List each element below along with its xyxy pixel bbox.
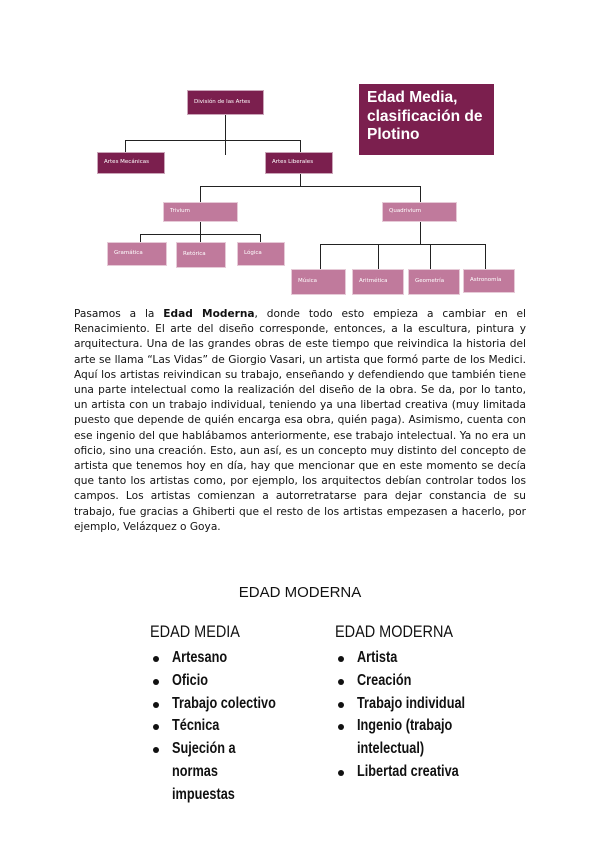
list-item-text: impuestas <box>172 785 235 803</box>
list-item-text: Ingenio (trabajo <box>357 717 453 735</box>
list-item <box>335 647 489 670</box>
paragraph-bold-term: Edad Moderna <box>163 308 255 320</box>
paragraph-rest: , donde todo esto empieza a cambiar en el Renacimiento. El arte del diseño corresponde, entonces, a la escultura, pintura y arquitectura. Una de las grandes obras de este tiempo que reivindica la historia del arte se llama “Las Vidas” de Giorgio Vasari, un artista que formó parte de los Medici. Aquí los artistas reivindican su trabajo, enseñando y defendiendo que también tiene una parte intelectual como la realización del diseño de la obra. Se da, por lo tanto, un artista con un trabajo individual, teniendo ya una libertad creativa (muy limitada puesto que depende de quién encarga esa obra, quién paga). Asimismo, cuenta con ese ingenio del que hablábamos anteriormente, ese trabajo intelectual. Ya no era un oficio, sino una creación. Esto, aun así, es un concepto muy distinto del concepto de artista que tenemos hoy en día, hay que mencionar que en este momento se decía que tanto los artistas como, por ejemplo, los arquitectos debían controlar todos los campos. Los artistas comienzan a autorretratarse para dejar constancia de su trabajo, fue gracias a Ghiberti que el resto de los artistas empezasen a hacerlo, por ejemplo, Velázquez o Goya. <box>74 308 526 533</box>
diagram-node-logica: Lógica <box>237 242 285 266</box>
list-item <box>150 738 299 761</box>
list-item <box>150 670 299 693</box>
body-paragraph <box>74 307 526 535</box>
connector <box>225 115 226 155</box>
list-item-text: normas <box>172 762 218 780</box>
connector <box>200 186 201 202</box>
bullet-icon <box>153 656 159 662</box>
diagram-node-astronomia: Astronomía <box>463 269 515 293</box>
comparison-right-column <box>335 622 489 784</box>
list-item-text: Sujeción a <box>172 740 236 758</box>
left-column-heading: EDAD MEDIA <box>150 622 240 641</box>
list-item-continuation <box>335 738 489 761</box>
diagram-node-gramatica: Gramática <box>107 242 167 266</box>
connector <box>420 222 421 244</box>
connector <box>200 234 201 242</box>
connector <box>140 234 141 242</box>
comparison-title: EDAD MODERNA <box>238 584 362 601</box>
list-item-text: Trabajo individual <box>357 694 466 712</box>
connector <box>430 244 431 269</box>
diagram-node-geometria: Geometría <box>408 269 460 295</box>
list-item-continuation <box>150 761 299 784</box>
connector <box>420 186 421 202</box>
connector <box>125 140 300 141</box>
bullet-icon <box>338 702 344 708</box>
comparison-left-column <box>150 622 299 807</box>
diagram-title: Edad Media, clasificación de Plotino <box>359 84 494 155</box>
list-item-text: Creación <box>357 671 412 689</box>
list-item-text: Técnica <box>172 717 220 735</box>
diagram-node-mecanicas: Artes Mecánicas <box>97 152 165 174</box>
list-item <box>335 670 489 693</box>
diagram-node-aritmetica: Aritmética <box>352 269 404 295</box>
connector <box>378 244 379 269</box>
diagram-node-musica: Música <box>291 269 346 295</box>
list-item-continuation <box>150 784 299 807</box>
diagram-node-quadrivium: Quadrivium <box>382 202 457 222</box>
diagram-node-retorica: Retórica <box>176 242 226 268</box>
connector <box>200 186 420 187</box>
list-item-text: Artista <box>357 649 398 666</box>
bullet-icon <box>153 679 159 685</box>
left-column-list <box>150 647 299 807</box>
right-column-list <box>335 647 489 784</box>
list-item-text: Trabajo colectivo <box>172 694 276 712</box>
connector <box>260 234 261 242</box>
list-item-text: Oficio <box>172 671 209 689</box>
list-item-text: Artesano <box>172 649 228 666</box>
list-item <box>150 647 299 670</box>
list-item <box>150 715 299 738</box>
connector <box>300 140 301 152</box>
bullet-icon <box>153 747 159 753</box>
list-item <box>335 693 489 716</box>
diagram-root-node: División de las Artes <box>187 90 264 115</box>
connector <box>200 222 201 234</box>
connector <box>125 140 126 152</box>
paragraph-lead: Pasamos a la <box>74 308 164 320</box>
bullet-icon <box>338 724 344 730</box>
list-item <box>335 715 489 738</box>
bullet-icon <box>338 770 344 776</box>
diagram-node-liberales: Artes Liberales <box>265 152 333 174</box>
connector <box>485 244 486 269</box>
connector <box>320 244 321 269</box>
list-item-text: intelectual) <box>357 740 425 758</box>
connector <box>320 244 485 245</box>
list-item-text: Libertad creativa <box>357 762 459 780</box>
right-column-heading: EDAD MODERNA <box>335 622 454 641</box>
diagram-node-trivium: Trivium <box>163 202 238 222</box>
bullet-icon <box>153 724 159 730</box>
connector <box>300 174 301 186</box>
bullet-icon <box>338 679 344 685</box>
bullet-icon <box>153 702 159 708</box>
bullet-icon <box>338 656 344 662</box>
list-item <box>150 693 299 716</box>
list-item <box>335 761 489 784</box>
